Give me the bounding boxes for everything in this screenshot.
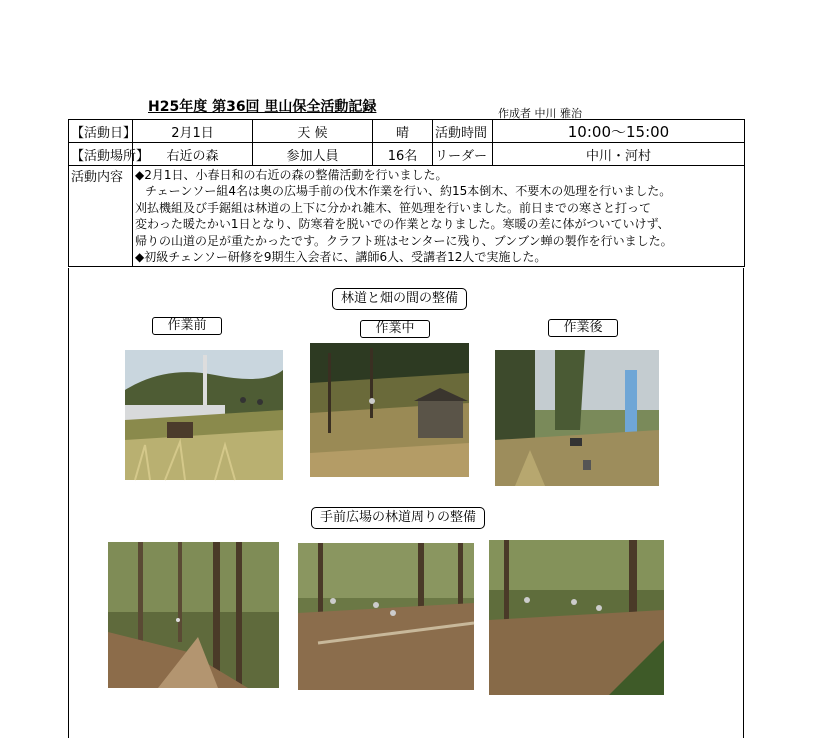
author: 作成者 中川 雅治 bbox=[498, 107, 582, 120]
record-title: H25年度 第36回 里山保全活動記録 bbox=[148, 99, 377, 115]
weather-value: 晴 bbox=[373, 120, 433, 143]
section2-title: 手前広場の林道周りの整備 bbox=[311, 507, 485, 529]
info-row-date bbox=[69, 120, 745, 143]
date-value: 2月1日 bbox=[133, 120, 253, 143]
photo-slope bbox=[489, 540, 664, 695]
activity-label: 活動内容 bbox=[69, 166, 133, 267]
time-value: 10:00〜15:00 bbox=[493, 120, 745, 143]
leader-label: リーダー bbox=[433, 143, 493, 166]
info-row-activity bbox=[69, 166, 745, 267]
date-label: 【活動日】 bbox=[69, 120, 133, 143]
activity-line: 帰りの山道の足が重たかったです。クラフト班はセンターに残り、ブンブン蝉の製作を行いました。 bbox=[135, 233, 673, 248]
activity-line: チェーンソー組4名は奥の広場手前の伐木作業を行い、約15本倒木、不要木の処理を行いました。 bbox=[145, 184, 672, 199]
activity-line: 変わった暖たかい1日となり、防寒着を脱いでの作業となりました。寒暖の差に体がついていけず、 bbox=[135, 217, 670, 232]
label-after: 作業後 bbox=[548, 319, 618, 337]
info-row-place bbox=[69, 143, 745, 166]
participants-label: 参加人員 bbox=[253, 143, 373, 166]
activity-content bbox=[133, 166, 745, 267]
activity-line: ◆2月1日、小春日和の右近の森の整備活動を行いました。 bbox=[135, 168, 448, 182]
photo-before bbox=[125, 350, 283, 480]
weather-label: 天 候 bbox=[253, 120, 373, 143]
place-value: 右近の森 bbox=[133, 143, 253, 166]
time-label: 活動時間 bbox=[433, 120, 493, 143]
activity-line: 刈払機組及び手鋸組は林道の上下に分かれ雑木、笹処理を行いました。前日までの寒さと打って bbox=[135, 200, 652, 215]
photo-after bbox=[495, 350, 659, 486]
activity-line: ◆初級チェンソー研修を9期生入会者に、講師6人、受講者12人で実施した。 bbox=[135, 250, 547, 265]
info-table bbox=[68, 119, 745, 267]
section1-title: 林道と畑の間の整備 bbox=[332, 288, 467, 310]
photo-during bbox=[310, 343, 469, 477]
label-before: 作業前 bbox=[152, 317, 222, 335]
photo-clearing bbox=[298, 543, 474, 690]
participants-value: 16名 bbox=[373, 143, 433, 166]
photo-forest-road bbox=[108, 542, 279, 688]
place-label: 【活動場所】 bbox=[69, 143, 133, 166]
leader-value: 中川・河村 bbox=[493, 143, 745, 166]
label-during: 作業中 bbox=[360, 320, 430, 338]
